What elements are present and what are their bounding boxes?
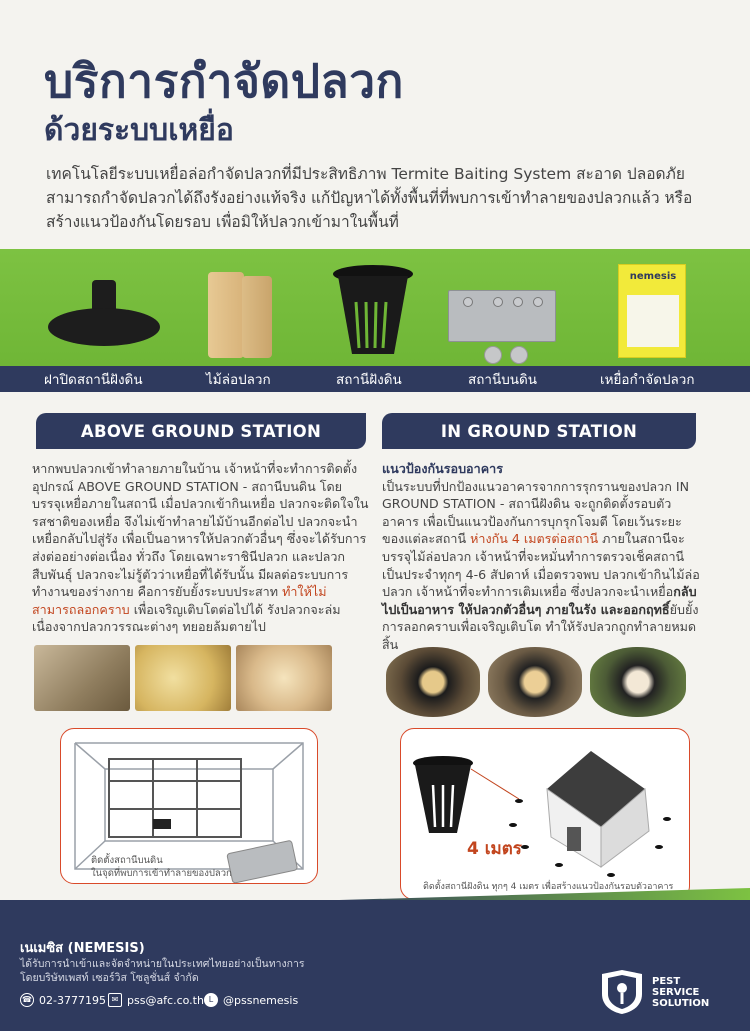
pest-service-solution-logo xyxy=(598,968,738,1016)
footer-line[interactable] xyxy=(204,993,298,1007)
in-ground-diagram xyxy=(400,728,690,900)
label-above-ground-station: สถานีบนดิน xyxy=(468,372,538,388)
product-label-band xyxy=(0,366,750,392)
footer-brand: เนเมซิส (NEMESIS) xyxy=(20,941,145,956)
phone-icon: ☎ xyxy=(20,993,34,1007)
photo-bait-eaten-2 xyxy=(236,645,332,711)
photo-bait-eaten-1 xyxy=(135,645,231,711)
product-bait-bag xyxy=(618,264,686,358)
distance-label: 4 เมตร xyxy=(467,839,522,859)
house-illustration xyxy=(401,729,689,879)
phone-number: 02-3777195 xyxy=(39,993,106,1007)
email-address: pss@afc.co.th xyxy=(127,993,204,1007)
mail-icon: ✉ xyxy=(108,993,122,1007)
photo-ground-station-1 xyxy=(386,647,480,717)
footer-desc-line-1: ได้รับการนำเข้าและจัดจำหน่ายในประเทศไทยอย่างเป็นทางการ xyxy=(20,958,305,970)
footer-email[interactable] xyxy=(108,993,204,1007)
station-hole xyxy=(513,297,523,307)
bait-bag-window xyxy=(627,295,679,347)
wood-block-a xyxy=(208,272,244,358)
station-box xyxy=(448,290,556,342)
bait-brand-label: nemesis xyxy=(629,271,677,282)
photo-ground-station-2 xyxy=(488,647,582,717)
footer-description xyxy=(20,957,305,985)
label-in-ground-station: สถานีฝังดิน xyxy=(336,372,402,388)
station-hole xyxy=(533,297,543,307)
wood-block-b xyxy=(242,276,272,358)
above-text-highlight: ทำให้ไม่สามารถลอกคราบ xyxy=(32,584,327,617)
product-in-ground-station xyxy=(330,262,416,362)
in-ground-text-part-a: เป็นระบบที่ปกป้องแนวอาคารจากการรุกรานของปลวก IN GROUND STATION - สถานีฝังดิน จะถูกติดตั้งรอบตัวอาคาร เพื่อเป็นแนวป้องกันการบุกรุกโจมตี โดยเว้นระยะของแต่ละสถานี xyxy=(382,478,689,547)
in-ground-text-bold: กลับไปเป็นอาหาร ให้ปลวกตัวอื่นๆ ภายในรัง และออกฤทธิ์ xyxy=(382,584,697,617)
logo-line-1: PEST xyxy=(652,976,681,987)
line-icon: L xyxy=(204,993,218,1007)
intro-paragraph: เทคโนโลยีระบบเหยื่อล่อกำจัดปลวกที่มีประสิทธิภาพ Termite Baiting System สะอาด ปลอดภัยสามารถกำจัดปลวกได้ถึงรังอย่างแท้จริง แก้ปัญหาได้ทั้งพื้นที่ที่พบการเข้าทำลายของปลวกแล้ว หรือสร้างแนวป้องกันโดยรอบ เพื่อมิให้ปลวกเข้ามาในพื้นที่ xyxy=(46,165,693,231)
logo-line-3: SOLUTION xyxy=(652,998,710,1009)
station-hole xyxy=(493,297,503,307)
in-ground-text-part-b: ภายในสถานีจะบรรจุไม้ล่อปลวก เจ้าหน้าที่จะหมั่นทำการตรวจเช็คสถานีเป็นประจำทุกๆ 4-6 สัปดาห์ เมื่อตรวจพบ ปลวกเข้ากินไม้ล่อปลวก เจ้าหน้าที่จะทำการเติมเหยื่อ ซึ่งปลวกจะนำเหยื่อ xyxy=(382,531,700,600)
in-ground-text xyxy=(382,460,704,654)
in-ground-text-part-c: ยับยั้งการลอกคราบเพื่อเจริญเติบโต ทำให้รังปลวกถูกทำลายหมดสิ้น xyxy=(382,601,699,652)
in-ground-subheading: แนวป้องกันรอบอาคาร xyxy=(382,461,503,476)
cap-disc xyxy=(48,308,160,346)
above-ground-diagram xyxy=(60,728,318,884)
page-title: บริการกำจัดปลวก xyxy=(44,54,404,108)
above-text-part-a: หากพบปลวกเข้าทำลายภายในบ้าน เจ้าหน้าที่จะทำการติดตั้งอุปกรณ์ ABOVE GROUND STATION - สถานีบนดิน โดยบรรจุเหยื่อภายในสถานี เมื่อปลวกเข้ากินเหยื่อ ปลวกจะติดใจในรสชาติของเหยื่อ จึงไม่เข้าทำลายไม้บ้านอีกต่อไป ปลวกจะนำเหยื่อกลับไปสู่รัง เพื่อเป็นอาหารให้ปลวกตัวอื่นๆ ซึ่งจะได้รับการส่งต่ออย่างต่อเนื่อง ทั่วถึง โดยเฉพาะราชินีปลวก และปลวกสืบพันธุ์ ปลวกจะไม่รู้ตัวว่าเหยื่อที่ได้รับนั้น มีผลต่อระบบการทำงานของร่างกาย คือการยับยั้งระบบประสาท xyxy=(32,461,369,600)
photo-installing-station xyxy=(34,645,130,711)
above-diagram-caption-1: ติดตั้งสถานีบนดิน xyxy=(91,855,163,866)
page-subtitle: ด้วยระบบเหยื่อ xyxy=(44,113,234,148)
footer-desc-line-2: โดยบริษัทเพสท์ เซอร์วิส โซลูชั่นส์ จำกัด xyxy=(20,972,199,984)
label-wood-monitor: ไม้ล่อปลวก xyxy=(206,372,271,388)
label-termite-bait: เหยื่อกำจัดปลวก xyxy=(600,372,695,388)
above-text-part-b: เพื่อเจริญเติบโตต่อไปได้ รังปลวกจะล่มเนื่องจากปลวกวรรณะต่างๆ ทยอยล้มตายไป xyxy=(32,601,341,635)
station-disc xyxy=(484,346,502,364)
logo-line-2: SERVICE xyxy=(652,987,700,998)
station-disc xyxy=(510,346,528,364)
logo-text xyxy=(652,976,709,1009)
line-id: @pssnemesis xyxy=(223,993,299,1007)
above-ground-heading: ABOVE GROUND STATION xyxy=(36,413,366,449)
above-ground-text xyxy=(32,460,370,636)
in-ground-diagram-caption: ติดตั้งสถานีฝังดิน ทุกๆ 4 เมตร เพื่อสร้างแนวป้องกันรอบตัวอาคาร xyxy=(423,882,674,892)
label-bait-cap: ฝาปิดสถานีฝังดิน xyxy=(44,372,143,388)
in-ground-heading: IN GROUND STATION xyxy=(382,413,696,449)
in-ground-text-highlight: ห่างกัน 4 เมตรต่อสถานี xyxy=(470,531,599,547)
footer-phone[interactable] xyxy=(20,993,106,1007)
above-diagram-caption-2: ในจุดที่พบการเข้าทำลายของปลวก xyxy=(91,868,232,879)
shield-logo-icon xyxy=(598,968,646,1016)
photo-ground-station-3 xyxy=(590,647,686,717)
station-hole xyxy=(463,297,473,307)
